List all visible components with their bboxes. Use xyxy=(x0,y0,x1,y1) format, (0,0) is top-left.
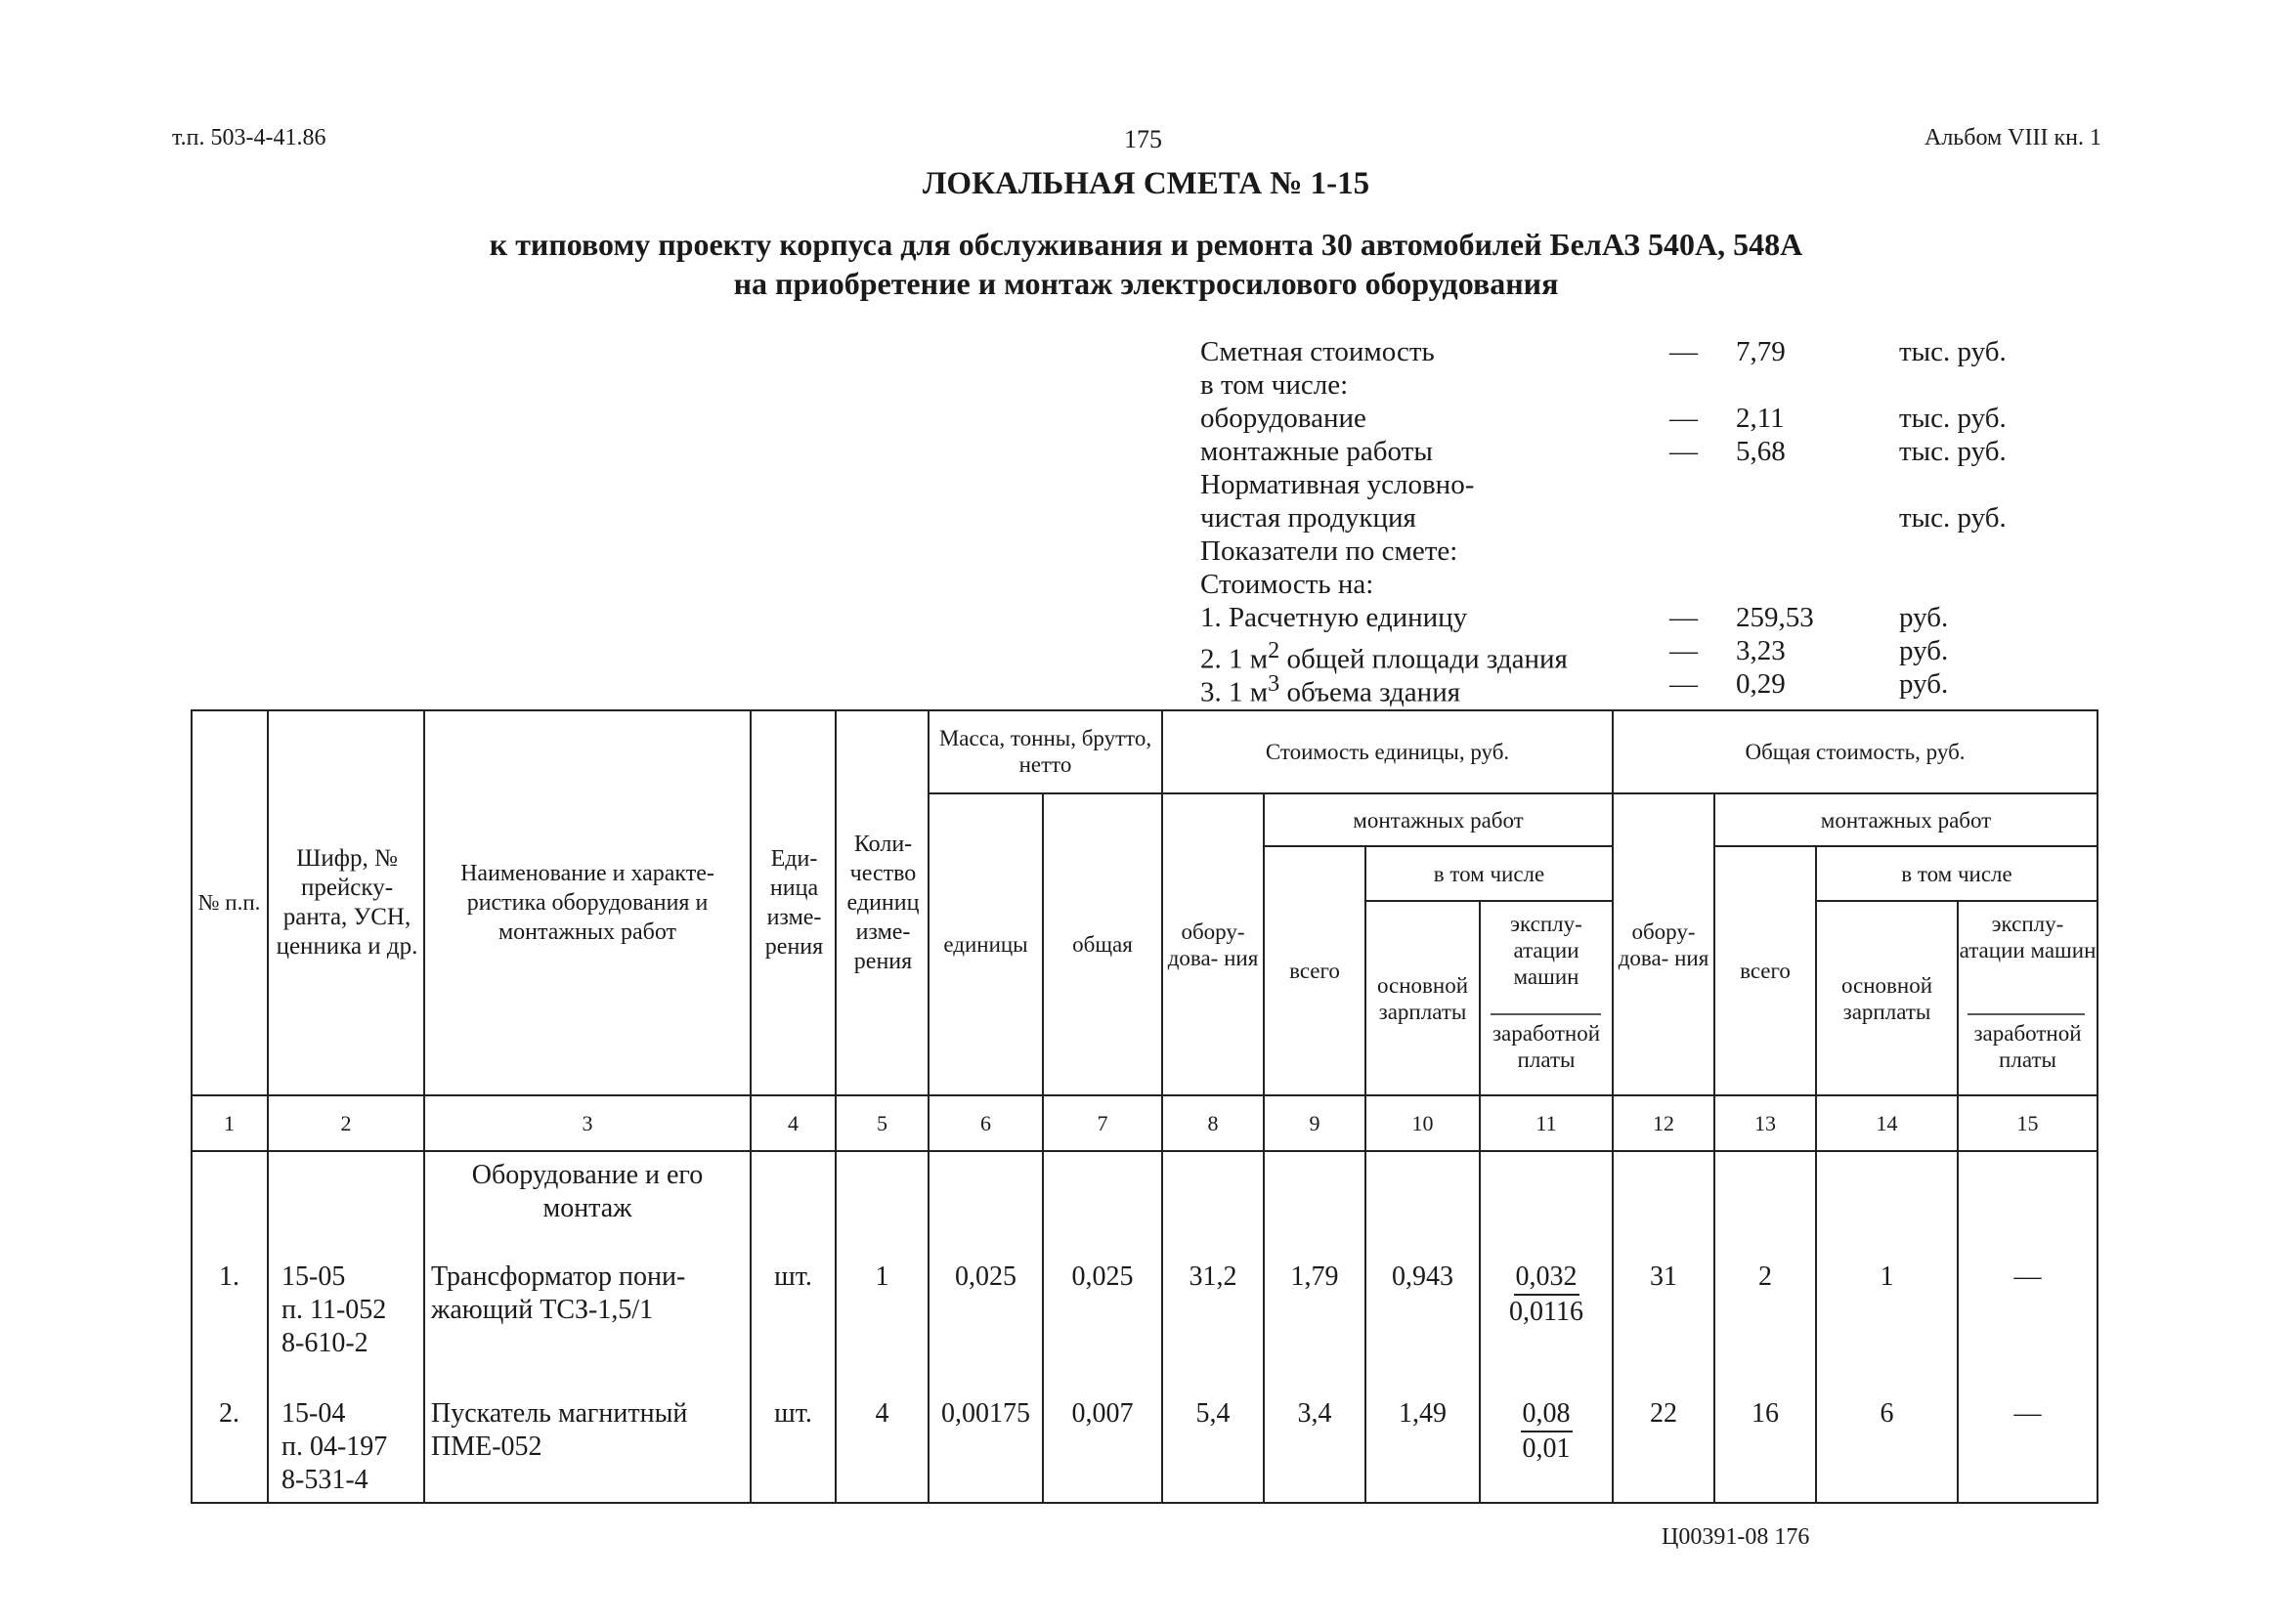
header-name: Наименование и характе- ристика оборудования и монтажных работ xyxy=(460,860,714,945)
summary-label: Показатели по смете: xyxy=(1200,535,1458,567)
row-base-wage-total: 6 xyxy=(1880,1398,1894,1429)
row-mass-total: 0,025 xyxy=(1071,1261,1134,1292)
row-machine-total: — xyxy=(2013,1398,2042,1429)
header-all: всего xyxy=(1289,959,1340,983)
code-line: п. 11-052 xyxy=(281,1295,387,1325)
summary-label: Нормативная условно- xyxy=(1200,469,1475,500)
summary-label-part: объема здания xyxy=(1279,676,1461,708)
row-base-wage-total: 1 xyxy=(1880,1261,1894,1292)
machine-wage-value: 0,01 xyxy=(1522,1433,1571,1464)
summary-label: 1. Расчетную единицу xyxy=(1200,602,1468,633)
summary-value: 7,79 xyxy=(1736,336,1786,367)
summary-value: 2,11 xyxy=(1736,403,1785,434)
subtitle-line-1: к типовому проекту корпуса для обслуживания и ремонта 30 автомобилей БелАЗ 540А, 548А xyxy=(489,227,1803,262)
column-number: 8 xyxy=(1207,1111,1219,1135)
header-quantity: Коли- чество единиц изме- рения xyxy=(846,831,920,974)
row-number: 1. xyxy=(219,1261,239,1292)
column-number: 4 xyxy=(788,1111,799,1135)
column-number: 10 xyxy=(1411,1111,1434,1135)
header-unit: Еди- ница изме- рения xyxy=(764,845,824,960)
page-title: ЛОКАЛЬНАЯ СМЕТА № 1-15 xyxy=(922,166,1370,201)
row-equipment-cost: 31,2 xyxy=(1189,1261,1237,1292)
header-machine-wage-total: заработной платы xyxy=(1973,1021,2082,1072)
row-mounting-total: 16 xyxy=(1751,1398,1779,1429)
row-equipment-cost: 5,4 xyxy=(1195,1398,1231,1429)
section-title: Оборудование и его монтаж xyxy=(471,1160,704,1223)
column-number: 13 xyxy=(1754,1111,1776,1135)
summary-label: в том числе: xyxy=(1200,369,1349,401)
header-all-total: всего xyxy=(1740,959,1791,983)
subtitle-line-2: на приобретение и монтаж электросилового оборудования xyxy=(733,266,1559,301)
summary-value: 259,53 xyxy=(1736,602,1814,633)
column-number: 12 xyxy=(1653,1111,1674,1135)
machine-operation-value: 0,032 xyxy=(1514,1261,1579,1296)
header-equipment: обору- дова- ния xyxy=(1167,919,1259,970)
column-number: 11 xyxy=(1535,1111,1557,1135)
summary-label-part: общей площади здания xyxy=(1279,643,1568,675)
header-code: Шифр, № прейску- ранта, УСН, ценника и др. xyxy=(276,844,418,960)
summary-unit: руб. xyxy=(1899,635,1949,666)
summary-value: 0,29 xyxy=(1736,668,1786,700)
row-unit: шт. xyxy=(774,1398,812,1429)
album-reference: Альбом VIII кн. 1 xyxy=(1924,125,2101,150)
row-machine xyxy=(1480,1261,1613,1339)
column-number: 6 xyxy=(980,1111,991,1135)
row-base-wage: 1,49 xyxy=(1399,1398,1447,1429)
row-mounting-all: 1,79 xyxy=(1290,1261,1339,1292)
row-equipment-total: 22 xyxy=(1650,1398,1677,1429)
row-mounting-all: 3,4 xyxy=(1297,1398,1332,1429)
column-number: 9 xyxy=(1309,1111,1320,1135)
header-base-wage: основной зарплаты xyxy=(1376,972,1469,1024)
summary-unit: тыс. руб. xyxy=(1899,336,2007,367)
code-line: п. 04-197 xyxy=(281,1432,388,1462)
header-including-total: в том числе xyxy=(1901,861,2012,886)
row-mass-unit: 0,025 xyxy=(955,1261,1016,1292)
name-line: жающий ТСЗ-1,5/1 xyxy=(431,1295,654,1325)
summary-label-part: 3. 1 м xyxy=(1200,676,1269,708)
summary-unit: тыс. руб. xyxy=(1899,436,2007,467)
code-line: 15-05 xyxy=(281,1261,346,1292)
summary-unit: руб. xyxy=(1899,668,1949,700)
summary-unit: руб. xyxy=(1899,602,1949,633)
summary-dash: — xyxy=(1669,635,1698,666)
header-mass: Масса, тонны, брутто, нетто xyxy=(938,726,1152,777)
column-number: 3 xyxy=(582,1111,593,1135)
name-line: Пускатель магнитный xyxy=(431,1398,688,1429)
row-equipment-total: 31 xyxy=(1650,1261,1677,1292)
page-subtitle xyxy=(0,225,2292,303)
row-mounting-total: 2 xyxy=(1758,1261,1772,1292)
summary-label xyxy=(1200,667,1460,709)
header-total-cost: Общая стоимость, руб. xyxy=(1745,739,1966,764)
machine-wage-value: 0,0116 xyxy=(1509,1297,1583,1327)
column-number: 15 xyxy=(2016,1111,2039,1135)
header-mass-total: общая xyxy=(1072,932,1133,957)
column-number: 14 xyxy=(1876,1111,1898,1135)
name-line: Трансформатор пони- xyxy=(431,1261,686,1292)
header-mounting: монтажных работ xyxy=(1353,807,1524,833)
superscript: 3 xyxy=(1268,670,1280,697)
code-line: 15-04 xyxy=(281,1398,346,1429)
name-line: ПМЕ-052 xyxy=(431,1432,542,1462)
header-machine-wage: заработной платы xyxy=(1492,1021,1601,1072)
summary-dash: — xyxy=(1669,403,1698,434)
header-equipment-total: обору- дова- ния xyxy=(1618,919,1709,970)
column-number: 5 xyxy=(877,1111,887,1135)
summary-dash: — xyxy=(1669,602,1698,633)
row-quantity: 1 xyxy=(875,1261,889,1292)
footer-reference: Ц00391-08 176 xyxy=(1662,1524,1810,1550)
row-unit: шт. xyxy=(774,1261,812,1292)
summary-label: Сметная стоимость xyxy=(1200,336,1435,367)
row-code xyxy=(281,1397,424,1503)
machine-fraction xyxy=(1509,1261,1583,1329)
row-machine xyxy=(1480,1397,1613,1475)
machine-fraction xyxy=(1521,1397,1573,1466)
superscript: 2 xyxy=(1268,637,1280,663)
estimate-table xyxy=(191,709,2099,1505)
summary-label: оборудование xyxy=(1200,403,1366,434)
header-mass-unit: единицы xyxy=(943,932,1028,957)
row-name xyxy=(431,1261,749,1339)
row-name xyxy=(431,1397,749,1475)
header-number: № п.п. xyxy=(197,890,261,915)
column-number: 1 xyxy=(224,1111,235,1135)
summary-unit: тыс. руб. xyxy=(1899,502,2007,534)
summary-dash: — xyxy=(1669,336,1698,367)
row-mass-unit: 0,00175 xyxy=(941,1398,1030,1429)
column-number: 2 xyxy=(340,1111,352,1135)
row-quantity: 4 xyxy=(875,1398,889,1429)
column-number: 7 xyxy=(1097,1111,1108,1135)
row-base-wage: 0,943 xyxy=(1392,1261,1453,1292)
header-mounting-total: монтажных работ xyxy=(1820,807,1992,833)
summary-dash: — xyxy=(1669,436,1698,467)
header-including: в том числе xyxy=(1433,861,1545,886)
code-line: 8-531-4 xyxy=(281,1465,368,1495)
summary-dash: — xyxy=(1669,668,1698,700)
summary-value: 3,23 xyxy=(1736,635,1786,666)
header-base-wage-total: основной зарплаты xyxy=(1840,972,1933,1024)
row-number: 2. xyxy=(219,1398,239,1429)
page-number: 175 xyxy=(1124,125,1162,153)
row-code xyxy=(281,1261,424,1368)
code-line: 8-610-2 xyxy=(281,1328,368,1358)
summary-unit: тыс. руб. xyxy=(1899,403,2007,434)
header-machine-operation: эксплу- атации машин xyxy=(1510,912,1582,989)
summary-label: монтажные работы xyxy=(1200,436,1433,467)
summary-label-part: 2. 1 м xyxy=(1200,643,1269,675)
summary-label: чистая продукция xyxy=(1200,502,1416,534)
header-machine-operation-total: эксплу- атации машин xyxy=(1959,912,2097,962)
header-unit-cost: Стоимость единицы, руб. xyxy=(1265,739,1510,764)
row-mass-total: 0,007 xyxy=(1071,1398,1134,1429)
row-machine-total: — xyxy=(2013,1261,2042,1292)
summary-label: Стоимость на: xyxy=(1200,569,1374,600)
machine-operation-value: 0,08 xyxy=(1521,1397,1573,1432)
document-code: т.п. 503-4-41.86 xyxy=(172,125,326,150)
summary-value: 5,68 xyxy=(1736,436,1786,467)
